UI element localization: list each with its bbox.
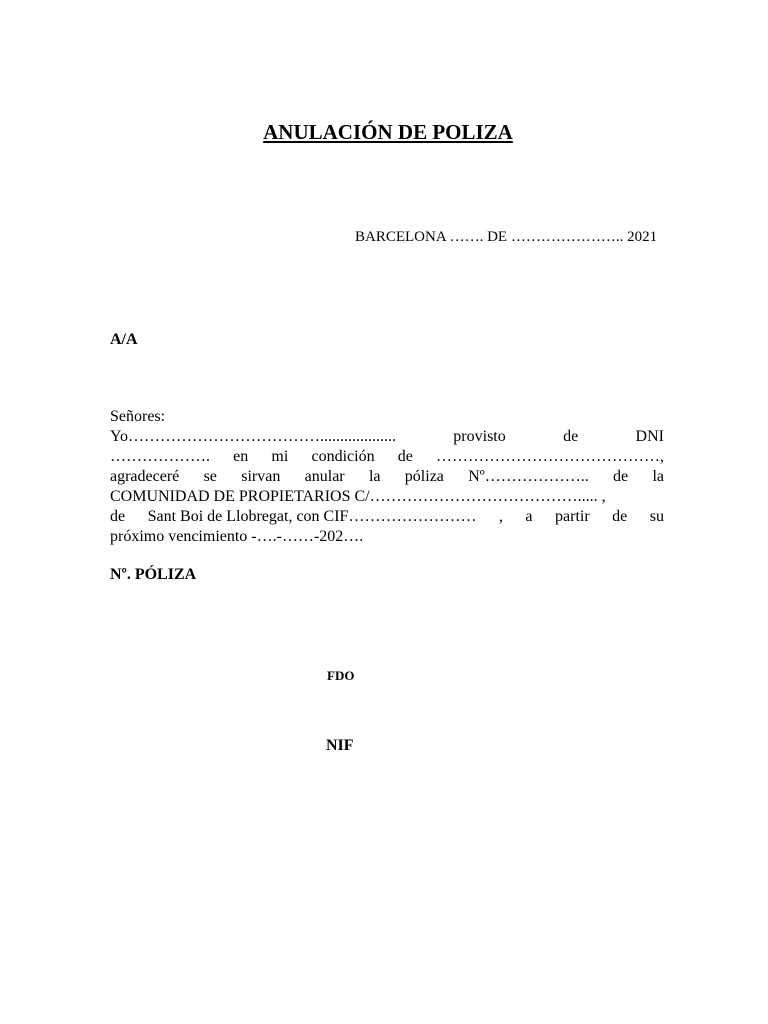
- date-line: BARCELONA ……. DE ………………….. 2021: [355, 229, 658, 245]
- body-word: Sant Boi de Llobregat, con CIF……………………: [147, 508, 477, 525]
- body-word: agradeceré: [110, 468, 180, 485]
- greeting: Señores:: [110, 408, 166, 425]
- body-word: a: [525, 508, 533, 525]
- body-word: de: [397, 448, 413, 465]
- body-word: anular: [304, 468, 345, 485]
- body-word: DNI: [635, 428, 664, 445]
- document-title: ANULACIÓN DE POLIZA: [263, 120, 513, 144]
- body-word: de: [110, 508, 126, 525]
- body-word: la: [652, 468, 664, 485]
- body-word: ……………….: [110, 448, 210, 465]
- body-word: Nº………………..: [468, 468, 589, 485]
- body-word: de: [563, 428, 579, 445]
- body-word: de: [613, 468, 629, 485]
- body-line-6: próximo vencimiento -….-……-202….: [110, 528, 364, 545]
- body-word: de: [612, 508, 628, 525]
- body-word: partir: [555, 508, 590, 525]
- body-word: ……………………………………,: [435, 448, 664, 465]
- body-word: mi: [271, 448, 289, 465]
- body-word: Yo………………………………...................: [110, 428, 396, 445]
- body-word: provisto: [453, 428, 506, 445]
- body-line-5: [110, 507, 664, 527]
- body-line-2: [110, 447, 664, 467]
- body-word: condición: [311, 448, 375, 465]
- body-word: sirvan: [241, 468, 281, 485]
- policy-number-label: Nº. PÓLIZA: [110, 566, 197, 583]
- body-word: la: [368, 468, 381, 485]
- body-word: su: [649, 508, 664, 525]
- body-word: póliza: [404, 468, 444, 485]
- addressee-label: A/A: [110, 331, 138, 348]
- letter-body: [110, 407, 664, 547]
- nif-label: NIF: [326, 737, 354, 754]
- signature-label: FDO: [327, 668, 355, 683]
- body-word: ,: [498, 508, 503, 525]
- body-word: se: [203, 468, 217, 485]
- body-word: en: [233, 448, 249, 465]
- body-line-3: [110, 467, 664, 487]
- body-line-1: [110, 427, 664, 447]
- body-line-4: COMUNIDAD DE PROPIETARIOS C/…………………………………..... ,: [110, 488, 606, 505]
